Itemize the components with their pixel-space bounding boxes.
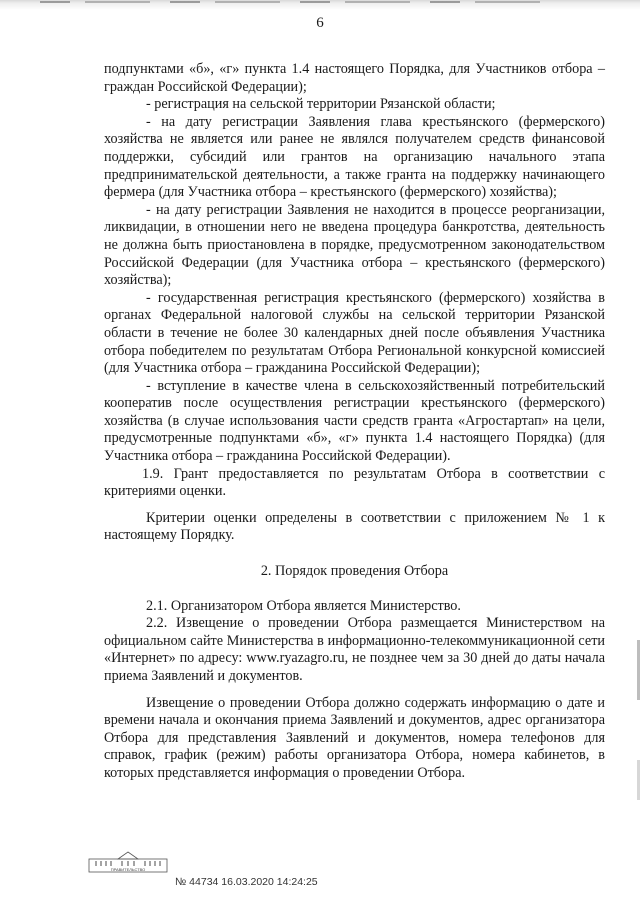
list-item: - на дату регистрации Заявления не находится в процессе реорганизации, ликвидации, в отношении него не введена процедура банкротства, деятельность не должна быть приостановлена в порядке, предусмотренном законодательством Российской Федерации (для Участника отбора – крестьянского (фермерского) хозяйства);	[104, 201, 605, 289]
list-item: - на дату регистрации Заявления глава крестьянского (фермерского) хозяйства не является или ранее не являлся получателем средств финансовой поддержки, субсидий или грантов на организацию начального этапа предпринимательской деятельности, а также гранта на поддержку начинающего фермера (для Участника отбора – крестьянского (фермерского) хозяйства);	[104, 113, 605, 201]
paragraph: Критерии оценки определены в соответствии с приложением № 1 к настоящему Порядку.	[104, 509, 605, 544]
logo-caption: ПРАВИТЕЛЬСТВО	[110, 867, 146, 872]
paragraph: подпунктами «б», «г» пункта 1.4 настоящего Порядка, для Участников отбора – граждан Российской Федерации);	[104, 61, 605, 95]
list-item: - регистрация на сельской территории Рязанской области;	[146, 96, 496, 113]
paragraph: 1.9. Грант предоставляется по результатам Отбора в соответствии с критериями оценки.	[104, 465, 605, 500]
paragraph: 2.1. Организатором Отбора является Министерство.	[146, 597, 461, 614]
list-item: - государственная регистрация крестьянского (фермерского) хозяйства в органах Федеральной налоговой службы на сельской территории Рязанской области в течение не более 30 календарных дней после объявления Участника отбора победителем по результатам Отбора Региональной конкурсной комиссией (для Участника отбора – гражданина Российской Федерации);	[104, 289, 605, 377]
list-item: - вступление в качестве члена в сельскохозяйственный потребительский кооператив после осуществления регистрации крестьянского (фермерского) хозяйства (в случае использования части средств гранта «Агростартап» на цели, предусмотренные подпунктами «б», «г» пункта 1.4 настоящего Порядка) (для Участника отбора – гражданина Российской Федерации).	[104, 377, 605, 465]
page-number: 6	[316, 15, 324, 31]
paragraph: Извещение о проведении Отбора должно содержать информацию о дате и времени начала и окончания приема Заявлений и документов, адрес организатора Отбора для представления Заявлений и документов, номера телефонов для справок, график (режим) работы организатора Отбора, номера кабинетов, в которых представляется информация о проведении Отбора.	[104, 694, 605, 781]
registration-stamp: № 44734 16.03.2020 14:24:25	[175, 876, 318, 888]
paragraph: 2.2. Извещение о проведении Отбора размещается Министерством на официальном сайте Министерства в информационно-телекоммуникационной сети «Интернет» по адресу: www.ryazagro.ru, не позднее чем за 30 дней до даты начала приема Заявлений и документов.	[104, 615, 605, 684]
scan-top-edge	[0, 0, 640, 10]
government-building-logo	[88, 851, 168, 873]
section-heading: 2. Порядок проведения Отбора	[260, 563, 449, 580]
document-body	[104, 61, 605, 783]
page-footer	[88, 851, 628, 891]
